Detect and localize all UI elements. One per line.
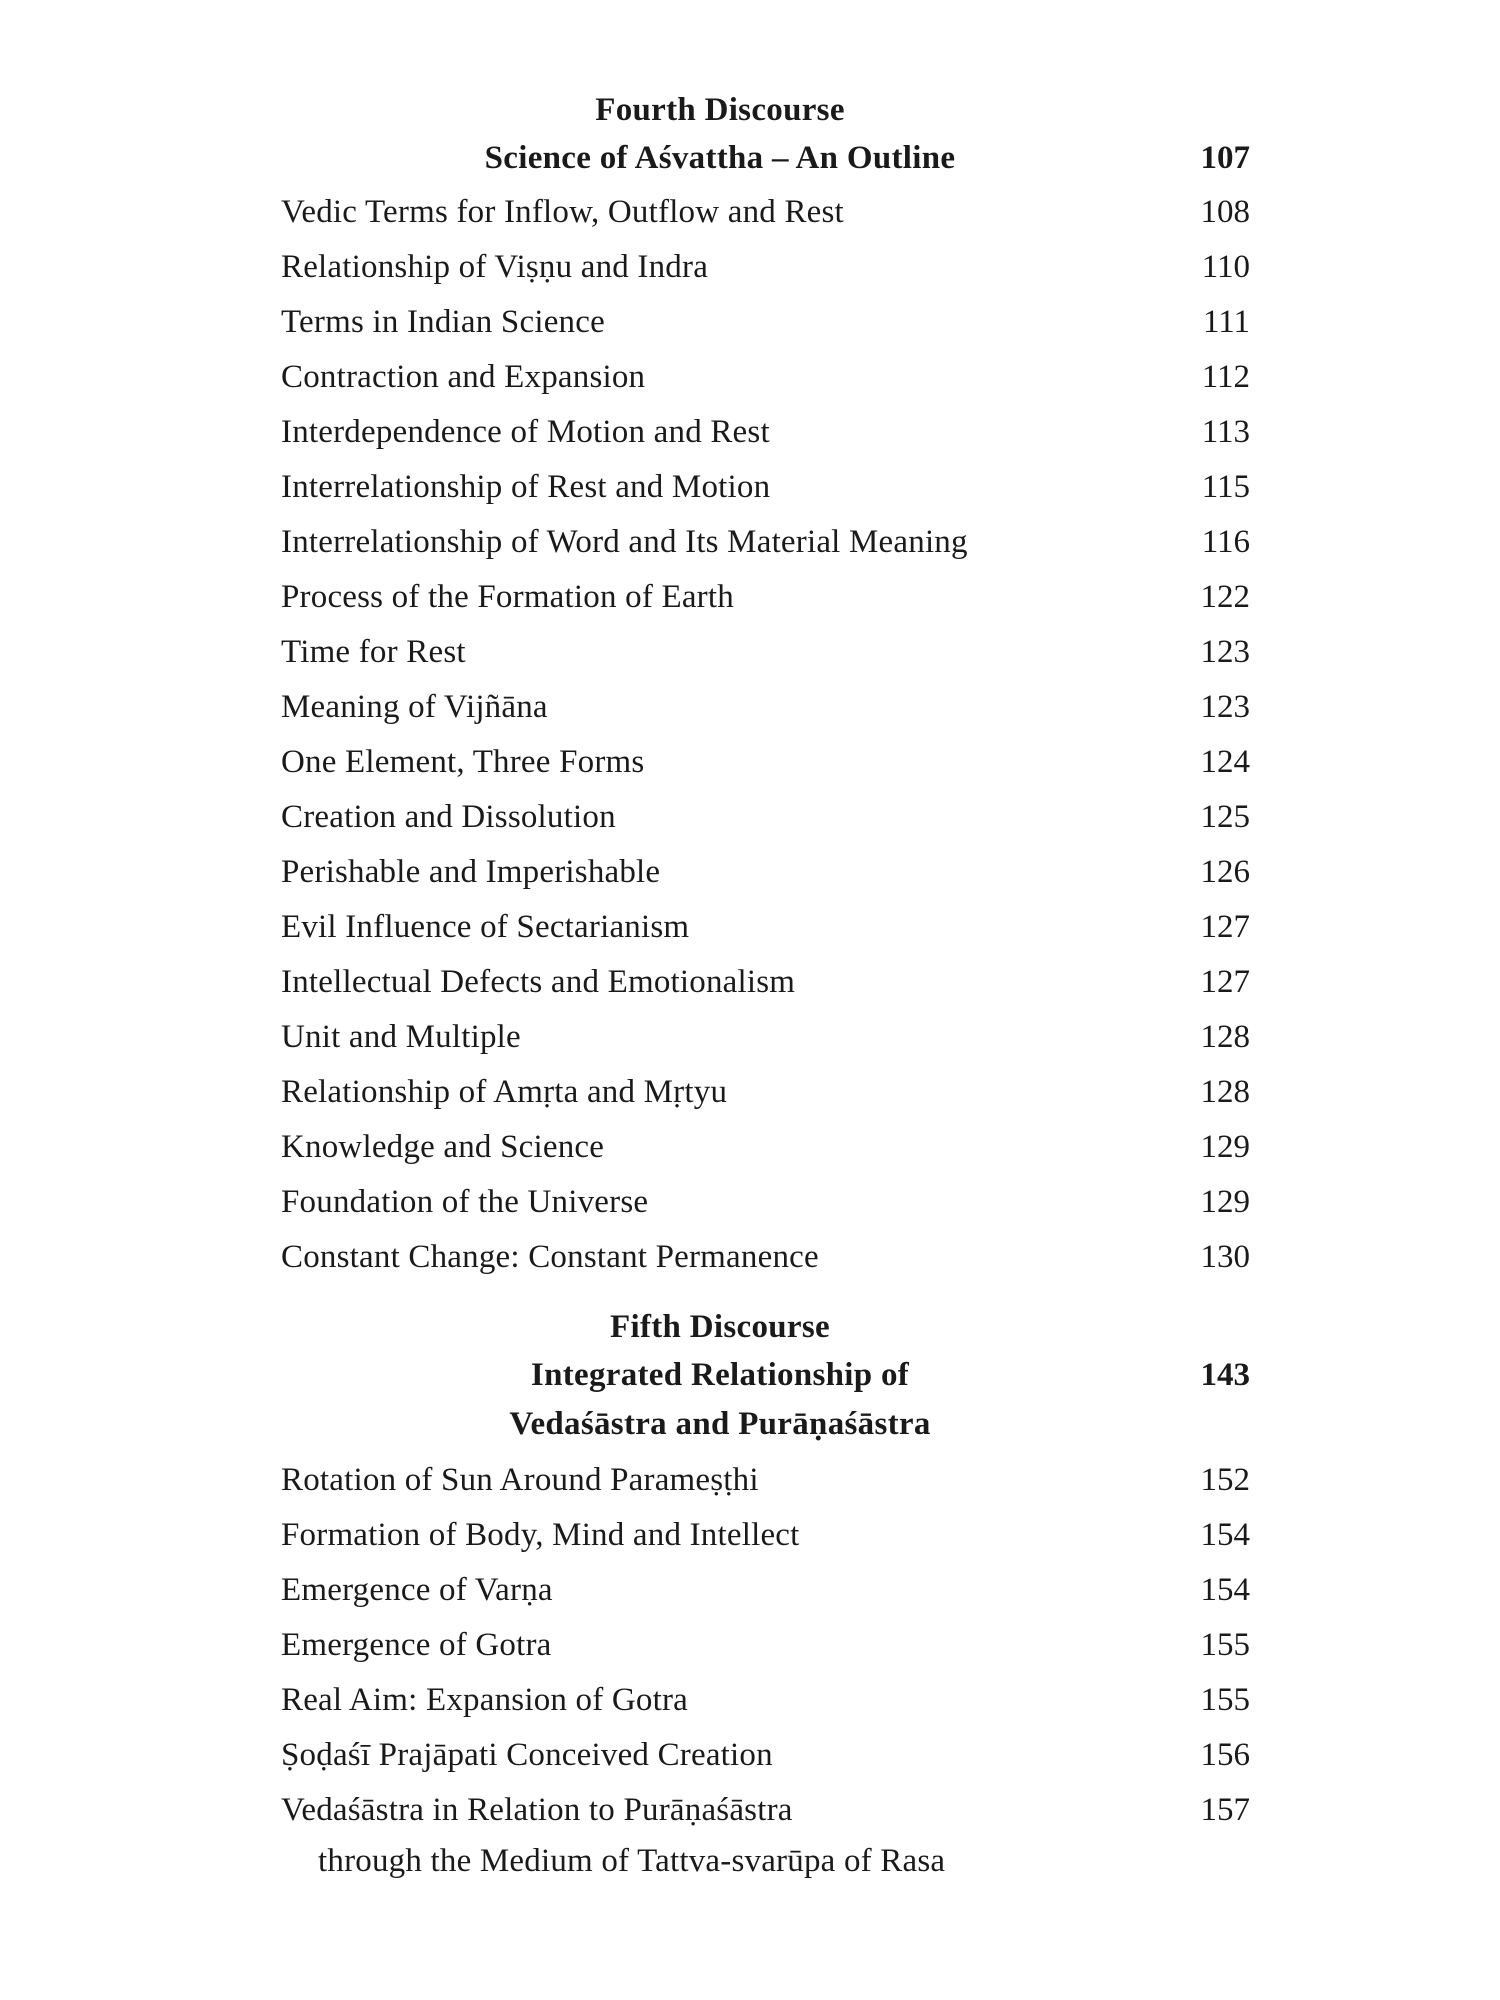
toc-entry-title: Foundation of the Universe (281, 1184, 649, 1220)
toc-entry-title: Intellectual Defects and Emotionalism (281, 964, 796, 1000)
toc-entry-page: 123 (1200, 689, 1250, 725)
fifth-discourse-title: Fifth Discourse (610, 1309, 830, 1345)
toc-entry-title: Emergence of Varṇa (281, 1572, 553, 1608)
toc-entry-title: Contraction and Expansion (281, 359, 646, 395)
toc-entry-title: Rotation of Sun Around Parameṣṭhi (281, 1462, 759, 1498)
toc-entry-page: 124 (1200, 744, 1250, 780)
toc-entry-page: 123 (1200, 634, 1250, 670)
toc-entry-page: 108 (1200, 194, 1250, 230)
toc-entry-page: 127 (1200, 964, 1250, 1000)
toc-entry-page: 154 (1200, 1517, 1250, 1553)
toc-entry-page: 157 (1200, 1792, 1250, 1828)
toc-entry-title: Knowledge and Science (281, 1129, 605, 1165)
toc-entry-page: 115 (1201, 469, 1250, 505)
toc-entry-page: 116 (1201, 524, 1250, 560)
toc-entry-title: Emergence of Gotra (281, 1627, 552, 1663)
toc-entry-page: 155 (1200, 1627, 1250, 1663)
toc-entry-title: Constant Change: Constant Permanence (281, 1239, 819, 1275)
toc-entry-title: Ṣoḍaśī Prajāpati Conceived Creation (281, 1737, 773, 1773)
toc-entry-title: Meaning of Vijñāna (281, 689, 548, 725)
toc-entry-title: Time for Rest (281, 634, 466, 670)
toc-entry-page: 110 (1201, 249, 1250, 285)
toc-entry-title: Vedic Terms for Inflow, Outflow and Rest (281, 194, 844, 230)
toc-entry-title: Evil Influence of Sectarianism (281, 909, 690, 945)
toc-entry-title: Relationship of Amṛta and Mṛtyu (281, 1074, 728, 1110)
toc-entry-page: 113 (1201, 414, 1250, 450)
toc-entry-title: Unit and Multiple (281, 1019, 521, 1055)
toc-entry-continuation: through the Medium of Tattva-svarūpa of Rasa (318, 1843, 946, 1879)
toc-entry-page: 126 (1200, 854, 1250, 890)
toc-entry-page: 156 (1200, 1737, 1250, 1773)
toc-entry-page: 112 (1201, 359, 1250, 395)
toc-entry-title: Terms in Indian Science (281, 304, 605, 340)
toc-entry-page: 155 (1200, 1682, 1250, 1718)
toc-entry-title: Vedaśāstra in Relation to Purāṇaśāstra (281, 1792, 793, 1828)
fifth-discourse-subtitle-line1: Integrated Relationship of (530, 1357, 910, 1393)
toc-entry-page: 128 (1200, 1019, 1250, 1055)
toc-entry-title: Real Aim: Expansion of Gotra (281, 1682, 689, 1718)
toc-entry-page: 129 (1200, 1184, 1250, 1220)
toc-entry-page: 128 (1200, 1074, 1250, 1110)
toc-entry-page: 129 (1200, 1129, 1250, 1165)
fourth-discourse-subtitle: Science of Aśvattha – An Outline (484, 140, 956, 176)
toc-entry-title: Process of the Formation of Earth (281, 579, 734, 615)
toc-entry-title: One Element, Three Forms (281, 744, 645, 780)
toc-entry-page: 152 (1200, 1462, 1250, 1498)
toc-entry-title: Formation of Body, Mind and Intellect (281, 1517, 800, 1553)
toc-entry-page: 127 (1200, 909, 1250, 945)
toc-entry-page: 111 (1202, 304, 1250, 340)
toc-entry-title: Creation and Dissolution (281, 799, 616, 835)
toc-entry-title: Interdependence of Motion and Rest (281, 414, 770, 450)
toc-entry-title: Relationship of Viṣṇu and Indra (281, 249, 709, 285)
fifth-discourse-subtitle-line2: Vedaśāstra and Purāṇaśāstra (509, 1406, 931, 1442)
toc-entry-title: Interrelationship of Rest and Motion (281, 469, 771, 505)
fifth-discourse-page: 143 (1200, 1357, 1250, 1393)
toc-entry-page: 154 (1200, 1572, 1250, 1608)
toc-entry-page: 122 (1200, 579, 1250, 615)
fourth-discourse-page: 107 (1200, 140, 1250, 176)
toc-entry-title: Perishable and Imperishable (281, 854, 661, 890)
toc-entry-page: 130 (1200, 1239, 1250, 1275)
toc-entry-page: 125 (1200, 799, 1250, 835)
fourth-discourse-title: Fourth Discourse (595, 92, 845, 128)
toc-entry-title: Interrelationship of Word and Its Material Meaning (281, 524, 968, 560)
